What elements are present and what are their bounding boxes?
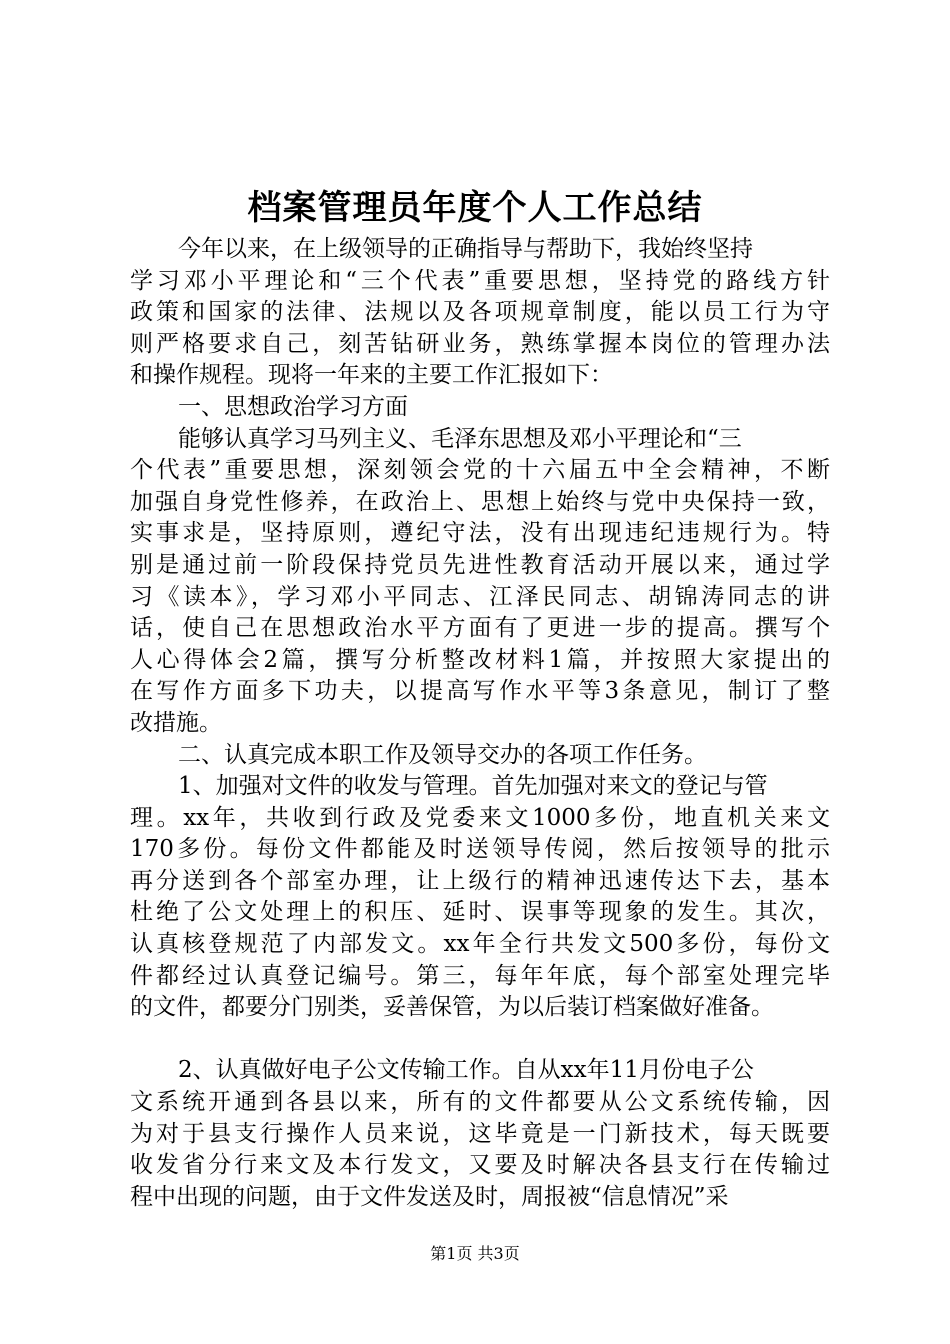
- paragraph-line: 则严格要求自己，刻苦钻研业务，熟练掌握本岗位的管理办法: [130, 330, 830, 357]
- paragraph-line: 个代表”重要思想，深刻领会党的十六届五中全会精神，不断: [130, 457, 830, 484]
- paragraph-line: 杜绝了公文处理上的积压、延时、误事等现象的发生。其次，: [130, 899, 830, 926]
- paragraph-line: 在写作方面多下功夫，以提高写作水平等3条意见，制订了整: [130, 678, 830, 705]
- paragraph-line: 加强自身党性修养，在政治上、思想上始终与党中央保持一致，: [130, 488, 830, 515]
- page-footer: 第1页 共3页: [430, 1244, 520, 1263]
- paragraph-line: 的文件，都要分门别类，妥善保管，为以后装订档案做好准备。: [130, 994, 774, 1021]
- paragraph-line: 和操作规程。现将一年来的主要工作汇报如下：: [130, 362, 613, 389]
- paragraph-line: 今年以来，在上级领导的正确指导与帮助下，我始终坚持: [178, 236, 753, 262]
- paragraph-line: 学习邓小平理论和“三个代表”重要思想，坚持党的路线方针: [130, 267, 830, 294]
- paragraph-spacer: [130, 1024, 830, 1056]
- page-title: 档案管理员年度个人工作总结: [247, 188, 703, 228]
- paragraph-line: 170多份。每份文件都能及时送领导传阅，然后按领导的批示: [130, 836, 830, 863]
- paragraph-line: 收发省分行来文及本行发文，又要及时解决各县支行在传输过: [130, 1152, 830, 1179]
- paragraph-line: 实事求是，坚持原则，遵纪守法，没有出现违纪违规行为。特: [130, 520, 830, 547]
- paragraph-line: 2、认真做好电子公文传输工作。自从xx年11月份电子公: [178, 1057, 754, 1084]
- section-heading: 二、认真完成本职工作及领导交办的各项工作任务。: [178, 741, 707, 768]
- paragraph-line: 为对于县支行操作人员来说，这毕竟是一门新技术，每天既要: [130, 1120, 830, 1147]
- paragraph-line: 话，使自己在思想政治水平方面有了更进一步的提高。撰写个: [130, 615, 830, 642]
- paragraph-line: 认真核登规范了内部发文。xx年全行共发文500多份，每份文: [130, 931, 830, 958]
- body-text: [130, 234, 830, 1213]
- paragraph-line: 人心得体会2篇，撰写分析整改材料1篇，并按照大家提出的: [130, 646, 830, 673]
- paragraph-line: 再分送到各个部室办理，让上级行的精神迅速传达下去，基本: [130, 867, 830, 894]
- paragraph-line: 改措施。: [130, 709, 222, 736]
- paragraph-line: 1、加强对文件的收发与管理。首先加强对来文的登记与管: [178, 773, 768, 800]
- paragraph-line: 政策和国家的法律、法规以及各项规章制度，能以员工行为守: [130, 299, 830, 326]
- paragraph-line: 理。xx年，共收到行政及党委来文1000多份，地直机关来文: [130, 804, 830, 831]
- paragraph-line: 程中出现的问题，由于文件发送及时，周报被“信息情况”采: [130, 1183, 729, 1210]
- paragraph-line: 习《读本》，学习邓小平同志、江泽民同志、胡锦涛同志的讲: [130, 583, 830, 610]
- section-heading: 一、思想政治学习方面: [178, 393, 408, 420]
- paragraph-line: 能够认真学习马列主义、毛泽东思想及邓小平理论和“三: [178, 425, 742, 452]
- paragraph-line: 件都经过认真登记编号。第三，每年年底，每个部室处理完毕: [130, 962, 830, 989]
- paragraph-line: 文系统开通到各县以来，所有的文件都要从公文系统传输，因: [130, 1089, 830, 1116]
- paragraph-line: 别是通过前一阶段保持党员先进性教育活动开展以来，通过学: [130, 551, 830, 578]
